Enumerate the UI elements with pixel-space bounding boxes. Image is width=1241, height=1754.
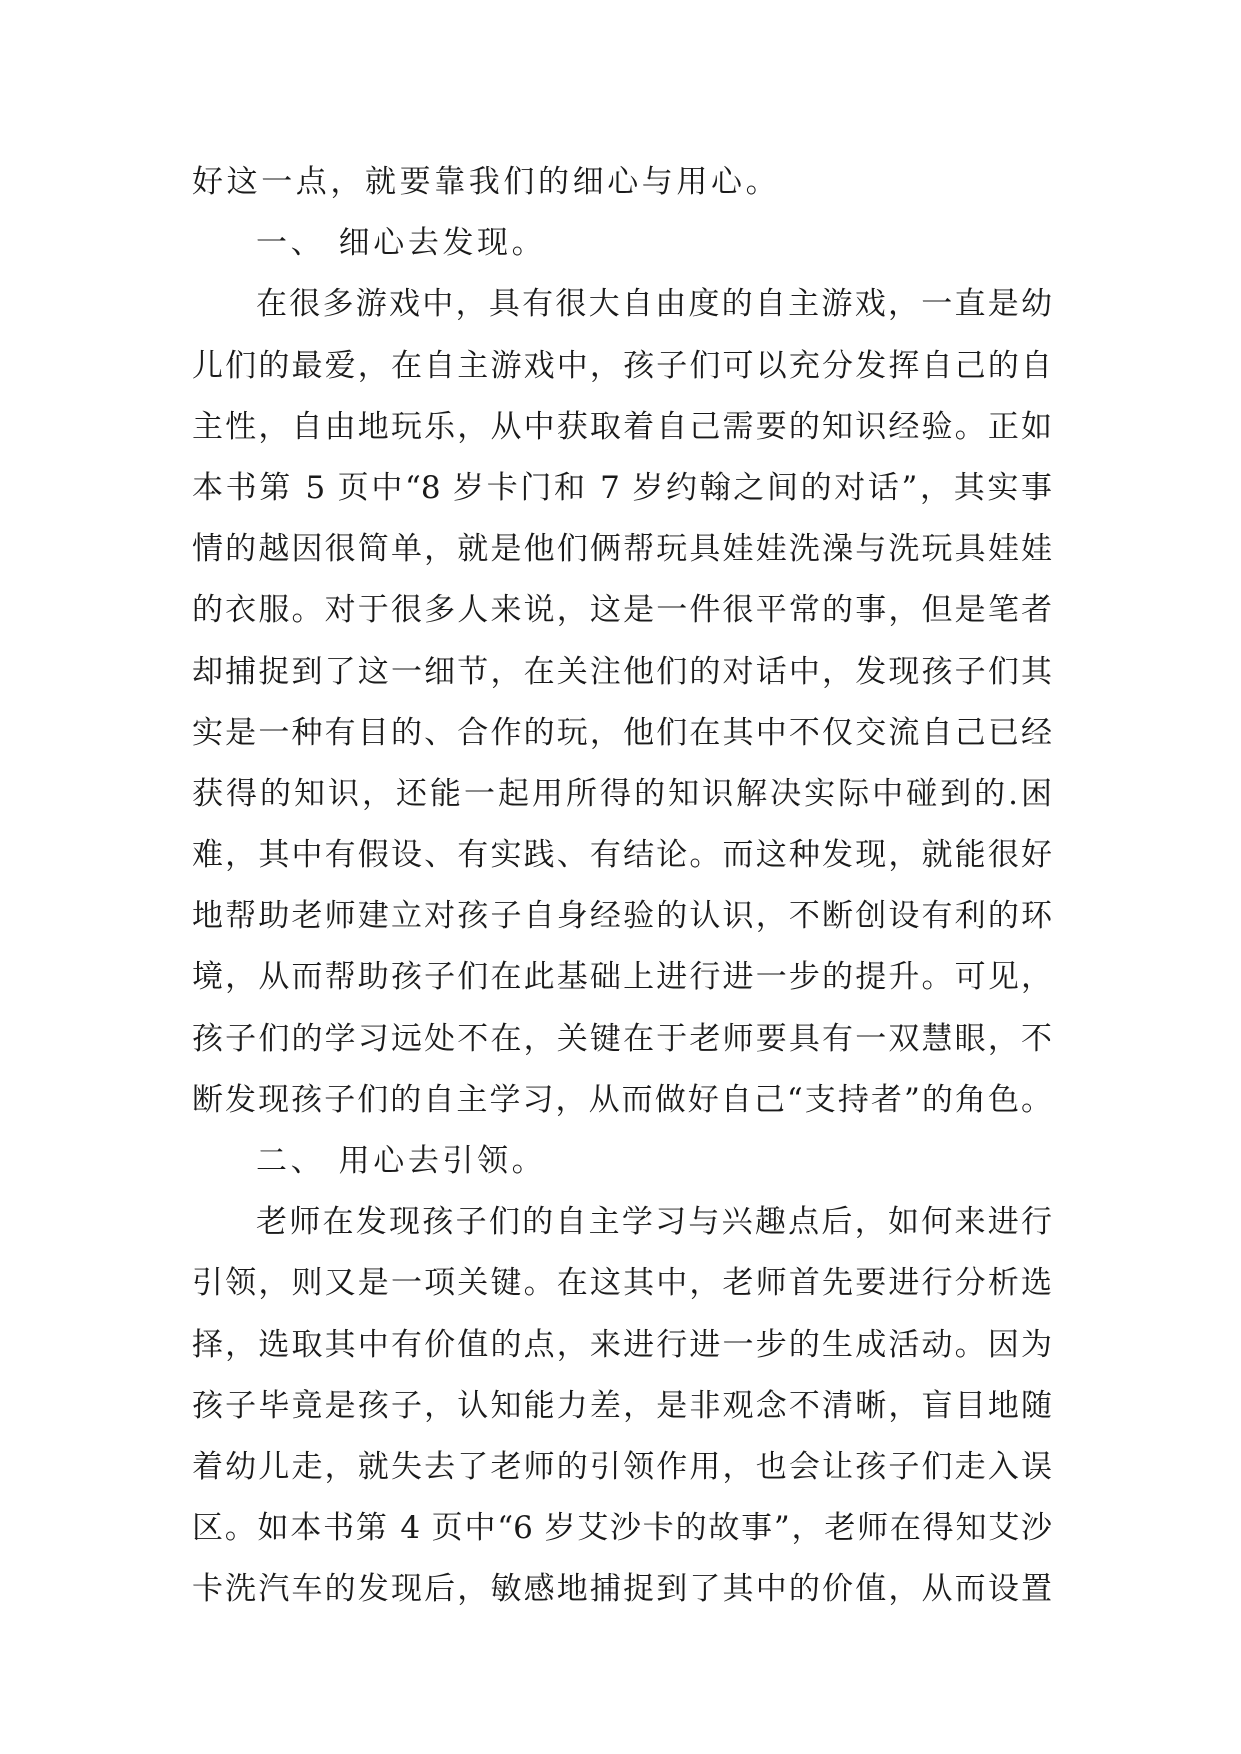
text-line: 难，其中有假设、有实践、有结论。而这种发现，就能很好 <box>192 837 1052 874</box>
text-line: 断发现孩子们的自主学习，从而做好自己“支持者”的角色。 <box>192 1081 1052 1118</box>
text-line: 的衣服。对于很多人来说，这是一件很平常的事，但是笔者 <box>192 592 1052 629</box>
text-line: 本书第 5 页中“8 岁卡门和 7 岁约翰之间的对话”，其实事 <box>192 469 1052 506</box>
text-line: 主性，自由地玩乐，从中获取着自己需要的知识经验。正如 <box>192 408 1052 445</box>
text-line: 老师在发现孩子们的自主学习与兴趣点后，如何来进行 <box>256 1204 1052 1241</box>
text-line: 实是一种有目的、合作的玩，他们在其中不仅交流自己已经 <box>192 714 1052 751</box>
text-line: 在很多游戏中，具有很大自由度的自主游戏，一直是幼 <box>256 286 1052 323</box>
section-heading: 一、 细心去发现。 <box>256 225 547 262</box>
body-text <box>192 152 1052 1621</box>
text-line: 孩子们的学习远处不在，关键在于老师要具有一双慧眼，不 <box>192 1020 1052 1057</box>
text-line: 孩子毕竟是孩子，认知能力差，是非观念不清晰，盲目地随 <box>192 1387 1052 1424</box>
text-line: 儿们的最爱，在自主游戏中，孩子们可以充分发挥自己的自 <box>192 347 1052 384</box>
text-line: 区。如本书第 4 页中“6 岁艾沙卡的故事”，老师在得知艾沙 <box>192 1510 1052 1547</box>
text-line: 却捕捉到了这一细节，在关注他们的对话中，发现孩子们其 <box>192 653 1052 690</box>
text-line: 着幼儿走，就失去了老师的引领作用，也会让孩子们走入误 <box>192 1448 1052 1485</box>
text-line: 好这一点，就要靠我们的细心与用心。 <box>192 164 781 200</box>
text-line: 引领，则又是一项关键。在这其中，老师首先要进行分析选 <box>192 1265 1052 1302</box>
text-line: 境，从而帮助孩子们在此基础上进行进一步的提升。可见， <box>192 959 1052 996</box>
text-line: 择，选取其中有价值的点，来进行进一步的生成活动。因为 <box>192 1326 1052 1363</box>
text-line: 地帮助老师建立对孩子自身经验的认识，不断创设有利的环 <box>192 898 1052 935</box>
section-heading: 二、 用心去引领。 <box>256 1143 547 1179</box>
text-line: 情的越因很简单，就是他们俩帮玩具娃娃洗澡与洗玩具娃娃 <box>192 531 1052 568</box>
text-line: 卡洗汽车的发现后，敏感地捕捉到了其中的价值，从而设置 <box>192 1571 1052 1608</box>
text-line: 获得的知识，还能一起用所得的知识解决实际中碰到的.困 <box>192 775 1052 812</box>
